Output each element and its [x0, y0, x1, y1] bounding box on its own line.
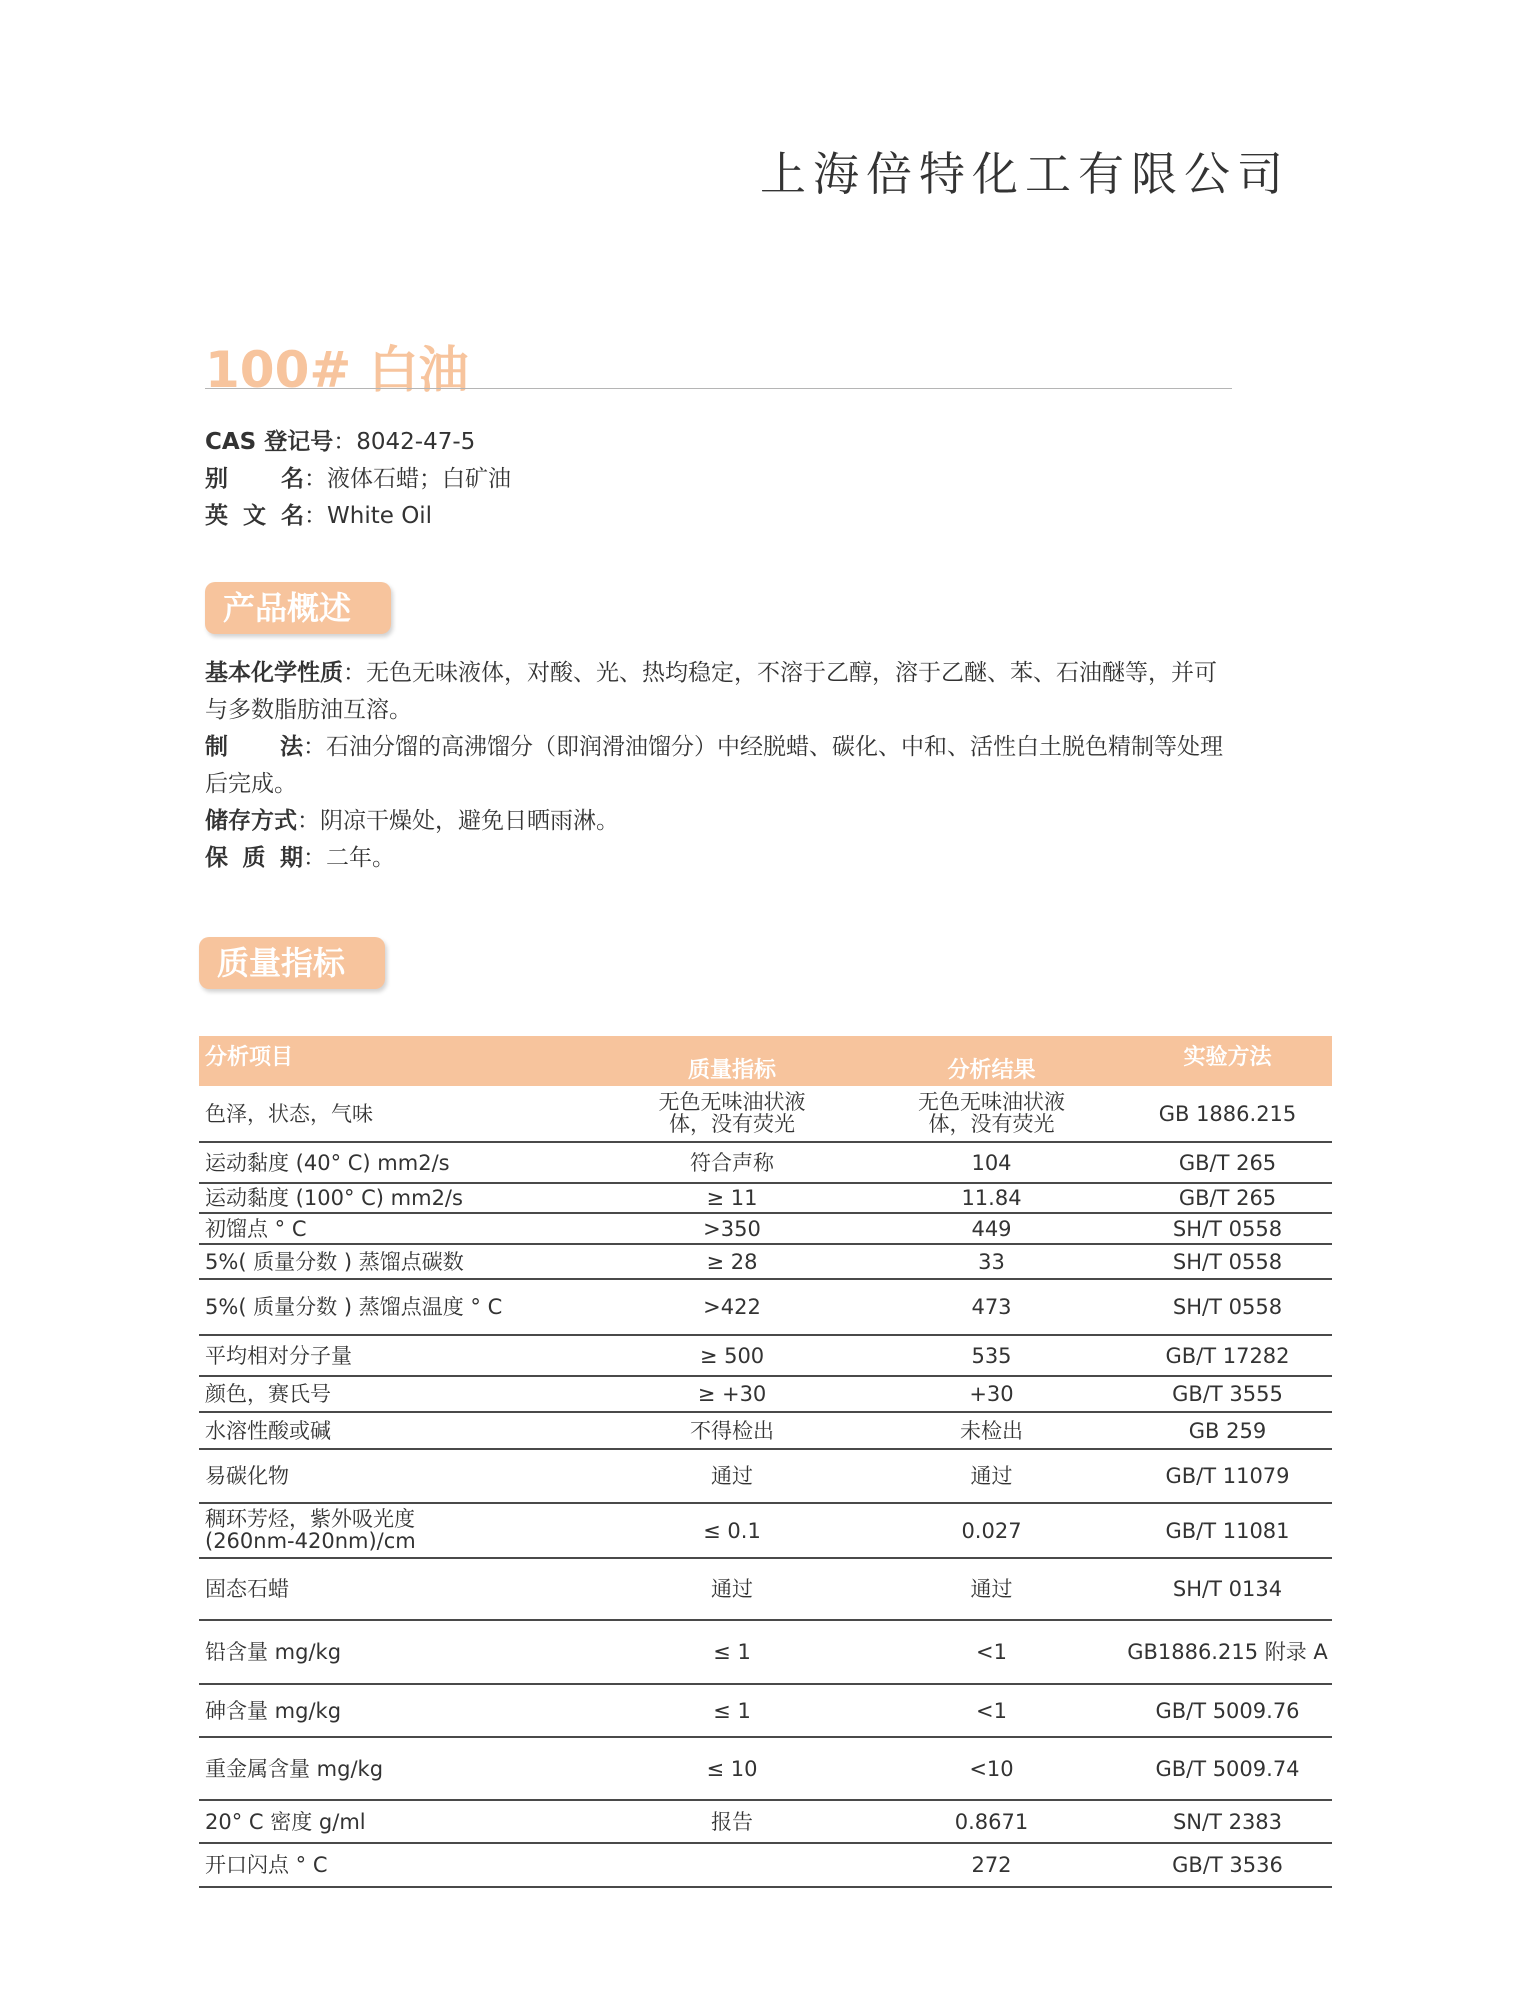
cell-method: GB/T 265	[1123, 1142, 1332, 1183]
product-title: 100# 白油	[205, 341, 469, 399]
cell-spec: ≥ 11	[604, 1183, 860, 1213]
cell-method: SN/T 2383	[1123, 1800, 1332, 1843]
column-header-item: 分析项目	[199, 1036, 604, 1086]
cas-row	[205, 424, 511, 461]
cell-method: GB1886.215 附录 A	[1123, 1620, 1332, 1684]
cell-spec: 通过	[604, 1449, 860, 1503]
cell-spec: ≤ 10	[604, 1737, 860, 1800]
chemical-properties: 基本化学性质：无色无味液体，对酸、光、热均稳定，不溶于乙醇，溶于乙醚、苯、石油醚等，并可与多数脂肪油互溶。	[205, 660, 1217, 723]
cell-method: SH/T 0558	[1123, 1213, 1332, 1244]
cell-item: 5%( 质量分数 ) 蒸馏点碳数	[199, 1244, 604, 1279]
cell-spec: 报告	[604, 1800, 860, 1843]
cell-result: <1	[860, 1684, 1123, 1737]
cell-method: GB/T 3555	[1123, 1376, 1332, 1412]
cell-result: 272	[860, 1843, 1123, 1887]
table-row	[199, 1843, 1332, 1887]
english-name-row	[205, 498, 511, 535]
cell-method: SH/T 0558	[1123, 1279, 1332, 1335]
storage-method: 储存方式：阴凉干燥处，避免日晒雨淋。	[205, 808, 619, 834]
table-row	[199, 1449, 1332, 1503]
cell-item: 色泽，状态，气味	[199, 1086, 604, 1142]
title-divider	[205, 388, 1232, 389]
table-row	[199, 1558, 1332, 1620]
table-row	[199, 1335, 1332, 1376]
alias-value: 液体石蜡；白矿油	[327, 466, 511, 492]
cell-result: 通过	[860, 1558, 1123, 1620]
alias-label: 别 名	[205, 466, 304, 492]
cell-method: GB/T 5009.76	[1123, 1684, 1332, 1737]
product-meta	[205, 424, 511, 535]
cell-method: GB/T 3536	[1123, 1843, 1332, 1887]
cell-item: 易碳化物	[199, 1449, 604, 1503]
cell-item: 开口闪点 ° C	[199, 1843, 604, 1887]
cell-item: 铅含量 mg/kg	[199, 1620, 604, 1684]
cell-result: 通过	[860, 1449, 1123, 1503]
cell-item: 5%( 质量分数 ) 蒸馏点温度 ° C	[199, 1279, 604, 1335]
cell-spec: ≤ 1	[604, 1620, 860, 1684]
cell-result: 11.84	[860, 1183, 1123, 1213]
cell-spec: 不得检出	[604, 1412, 860, 1449]
table-row	[199, 1800, 1332, 1843]
alias-row	[205, 461, 511, 498]
cell-spec: 符合声称	[604, 1142, 860, 1183]
cell-spec: ≥ 500	[604, 1335, 860, 1376]
table-row	[199, 1503, 1332, 1558]
cell-spec: >422	[604, 1279, 860, 1335]
cell-result: <1	[860, 1620, 1123, 1684]
sep: ：	[304, 466, 327, 492]
english-name-value: White Oil	[327, 503, 433, 529]
table-row	[199, 1684, 1332, 1737]
cell-spec: ≤ 0.1	[604, 1503, 860, 1558]
table-row	[199, 1244, 1332, 1279]
column-header-result: 分析结果	[860, 1036, 1123, 1086]
column-header-spec: 质量指标	[604, 1036, 860, 1086]
cell-spec: ≥ +30	[604, 1376, 860, 1412]
table-row	[199, 1086, 1332, 1142]
cell-method: GB/T 265	[1123, 1183, 1332, 1213]
cell-spec: >350	[604, 1213, 860, 1244]
section-heading-overview: 产品概述	[205, 582, 391, 634]
cell-item: 运动黏度 (100° C) mm2/s	[199, 1183, 604, 1213]
cell-result: +30	[860, 1376, 1123, 1412]
table-row	[199, 1213, 1332, 1244]
cell-spec: 无色无味油状液 体，没有荧光	[604, 1086, 860, 1142]
cell-method: GB/T 11081	[1123, 1503, 1332, 1558]
table-row	[199, 1376, 1332, 1412]
table-row	[199, 1412, 1332, 1449]
cell-method: SH/T 0134	[1123, 1558, 1332, 1620]
cell-result: 无色无味油状液 体，没有荧光	[860, 1086, 1123, 1142]
shelf-life: 保 质 期 ：二年。	[205, 845, 395, 871]
cell-result: 535	[860, 1335, 1123, 1376]
cell-item: 水溶性酸或碱	[199, 1412, 604, 1449]
cell-item: 固态石蜡	[199, 1558, 604, 1620]
cell-method: GB 1886.215	[1123, 1086, 1332, 1142]
column-header-method: 实验方法	[1123, 1036, 1332, 1086]
cell-result: 33	[860, 1244, 1123, 1279]
section-heading-quality: 质量指标	[199, 937, 385, 989]
cell-method: GB/T 11079	[1123, 1449, 1332, 1503]
production-method: 制 法 ：石油分馏的高沸馏分（即润滑油馏分）中经脱蜡、碳化、中和、活性白土脱色精制等处理后完成。	[205, 734, 1223, 797]
table-row	[199, 1183, 1332, 1213]
cell-item: 运动黏度 (40° C) mm2/s	[199, 1142, 604, 1183]
cas-value: 8042-47-5	[356, 429, 476, 455]
cell-result: 未检出	[860, 1412, 1123, 1449]
english-name-label: 英 文 名	[205, 503, 304, 529]
cell-result: 473	[860, 1279, 1123, 1335]
cell-spec: ≥ 28	[604, 1244, 860, 1279]
table-header-row	[199, 1036, 1332, 1086]
cell-result: 0.8671	[860, 1800, 1123, 1843]
table-row	[199, 1279, 1332, 1335]
cell-result: 104	[860, 1142, 1123, 1183]
cell-item: 20° C 密度 g/ml	[199, 1800, 604, 1843]
cell-result: 449	[860, 1213, 1123, 1244]
table-row	[199, 1737, 1332, 1800]
cell-spec: ≤ 1	[604, 1684, 860, 1737]
cell-spec: 通过	[604, 1558, 860, 1620]
cell-method: GB 259	[1123, 1412, 1332, 1449]
quality-spec-table	[199, 1036, 1332, 1888]
cell-spec	[604, 1843, 860, 1887]
table-row	[199, 1142, 1332, 1183]
sep: ：	[304, 503, 327, 529]
cell-item: 颜色，赛氏号	[199, 1376, 604, 1412]
cell-method: SH/T 0558	[1123, 1244, 1332, 1279]
cell-method: GB/T 5009.74	[1123, 1737, 1332, 1800]
company-name: 上海倍特化工有限公司	[760, 147, 1290, 201]
cell-item: 初馏点 ° C	[199, 1213, 604, 1244]
cell-item: 重金属含量 mg/kg	[199, 1737, 604, 1800]
cell-result: <10	[860, 1737, 1123, 1800]
cell-item: 平均相对分子量	[199, 1335, 604, 1376]
overview-body	[205, 655, 1225, 877]
sep: ：	[333, 429, 357, 455]
cell-item: 砷含量 mg/kg	[199, 1684, 604, 1737]
cas-label: CAS 登记号	[205, 429, 334, 455]
cell-result: 0.027	[860, 1503, 1123, 1558]
cell-method: GB/T 17282	[1123, 1335, 1332, 1376]
table-row	[199, 1620, 1332, 1684]
cell-item: 稠环芳烃，紫外吸光度 (260nm-420nm)/cm	[199, 1503, 604, 1558]
